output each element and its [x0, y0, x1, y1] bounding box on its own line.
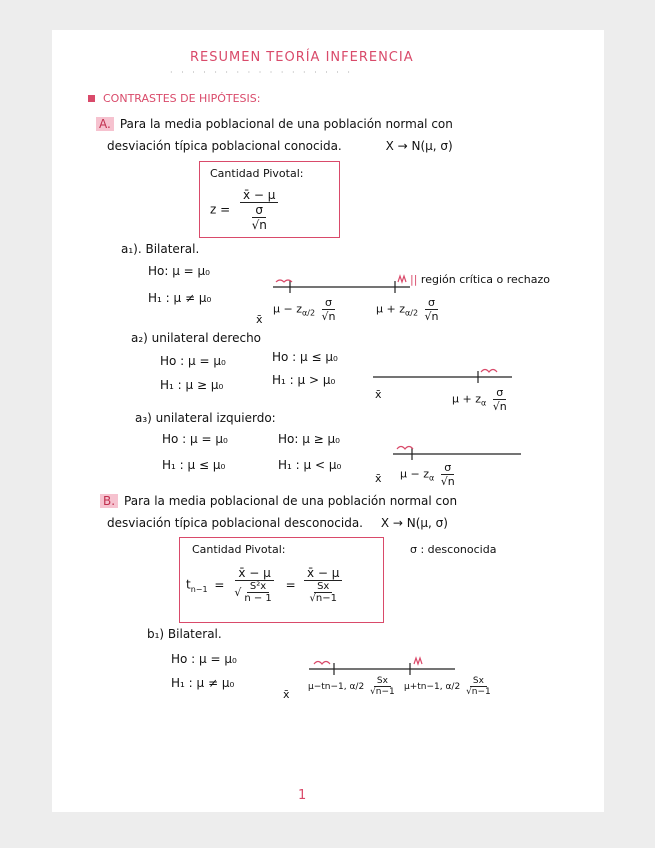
- a1-region-label: || región crítica o rechazo: [410, 273, 551, 286]
- a1-region-label-text: región crítica o rechazo: [420, 273, 551, 286]
- b1-h1: H₁ : μ ≠ μ₀: [171, 676, 235, 690]
- a1-left-bound: [273, 296, 339, 323]
- a1-left-sub: α/2: [301, 308, 316, 318]
- partB-fraction-1: x̄ − μ √ $\frac{\text{S²x}}{n - 1}$: [231, 566, 277, 604]
- section-heading-text: CONTRASTES DE HIPÓTESIS:: [103, 92, 261, 105]
- partB-fraction-2: [303, 566, 342, 604]
- b1-right-hatch: [414, 658, 422, 664]
- partA-line2-text: desviación típica poblacional conocida.: [107, 139, 342, 153]
- a1-left-frac-n: σ: [322, 296, 335, 310]
- a2-hatch: [481, 370, 497, 373]
- a1-left-frac-d: √n: [321, 310, 336, 323]
- a2-bound-sub: α: [480, 398, 487, 408]
- a1-xbar: x̄: [256, 313, 263, 326]
- partA-pivot-box: [199, 161, 340, 238]
- b1-left-hatch: [314, 662, 330, 665]
- b1-right-frac-n: Sx: [470, 676, 487, 687]
- partA-line1: [96, 117, 453, 131]
- partB-distribution: X → N(μ, σ): [380, 516, 448, 530]
- partA-tag: A.: [96, 117, 114, 131]
- a3-hatch: [397, 447, 413, 450]
- a1-right-bound-text: μ + z: [376, 302, 405, 316]
- a3-h0b: Ho: μ ≥ μ₀: [278, 432, 340, 446]
- partB-den1-d: n − 1: [244, 593, 272, 604]
- b1-left-bound: [308, 676, 398, 697]
- partA-box-formula: [210, 188, 278, 232]
- a2-h1a: H₁ : μ ≥ μ₀: [160, 378, 224, 392]
- partB-den2-n: Sx: [314, 581, 332, 593]
- partA-box-label: Cantidad Pivotal:: [210, 167, 304, 180]
- partB-line2-text: desviación típica poblacional desconocida.: [107, 516, 363, 530]
- partB-den1-n: S²x: [247, 581, 269, 593]
- partB-num1: x̄ − μ: [235, 566, 273, 581]
- a1-right-frac-n: σ: [425, 296, 438, 310]
- page-title: RESUMEN TEORÍA INFERENCIA: [190, 50, 414, 65]
- partA-box-fraction: [240, 188, 278, 232]
- a1-right-hatch: [398, 276, 406, 282]
- a2-frac-d: √n: [492, 400, 507, 413]
- a1-h1: H₁ : μ ≠ μ₀: [148, 291, 212, 305]
- partB-box-label: Cantidad Pivotal:: [192, 543, 286, 556]
- a1-label: a₁). Bilateral.: [121, 242, 200, 256]
- partA-box-lhs: z =: [210, 202, 231, 217]
- a2-label: a₂) unilateral derecho: [131, 331, 262, 345]
- title-underline-dots: · · · · · · · · · · · · · · · · ·: [170, 68, 353, 77]
- b1-right-bound-text: μ+tn−1, α/2: [404, 682, 461, 692]
- b1-left-bound-text: μ−tn−1, α/2: [308, 682, 365, 692]
- a2-h0b: Ho : μ ≤ μ₀: [272, 350, 338, 364]
- a3-h1b: H₁ : μ < μ₀: [278, 458, 342, 472]
- partA-box-den-denominator: √n: [251, 218, 267, 232]
- a1-right-frac-d: √n: [424, 310, 439, 323]
- section-heading: [88, 92, 260, 105]
- partB-t-symbol: t: [186, 577, 191, 592]
- b1-right-frac-d: √n−1: [466, 687, 491, 697]
- partB-box-formula: $t_{n-1}$ = x̄ − μ √ $\frac{\text{S²x}}{n - 1}$ = $\frac{x̄ - \mu}{\frac{Sx}{√n-1}}$: [186, 566, 343, 604]
- partA-box-numerator: x̄ − μ: [240, 188, 278, 203]
- partB-tag: B.: [100, 494, 118, 508]
- partB-den2-d: √n−1: [309, 593, 337, 604]
- a1-left-bound-text: μ − z: [273, 302, 302, 316]
- a2-h1b: H₁ : μ > μ₀: [272, 373, 336, 387]
- a3-h0a: Ho : μ = μ₀: [162, 432, 228, 446]
- b1-right-bound: [404, 676, 494, 697]
- page-number: 1: [298, 788, 307, 803]
- a3-bound-sub: α: [428, 473, 435, 483]
- partA-line1-text: Para la media poblacional de una población normal con: [119, 117, 453, 131]
- b1-h0: Ho : μ = μ₀: [171, 652, 237, 666]
- a3-h1a: H₁ : μ ≤ μ₀: [162, 458, 226, 472]
- a1-h0: Ho: μ = μ₀: [148, 264, 210, 278]
- a2-xbar: x̄: [375, 388, 382, 401]
- b1-left-frac-n: Sx: [374, 676, 391, 687]
- b1-label: b₁) Bilateral.: [147, 627, 222, 641]
- partB-note: σ : desconocida: [410, 543, 497, 556]
- a3-frac-d: √n: [440, 475, 455, 488]
- partA-box-denominator: [246, 203, 273, 232]
- a3-bound-text: μ − z: [400, 467, 429, 481]
- partA-line2: [107, 139, 453, 153]
- partB-line2: [107, 516, 448, 530]
- section-bullet-icon: [88, 95, 95, 102]
- partB-t-sub: n−1: [190, 584, 208, 594]
- a3-label: a₃) unilateral izquierdo:: [135, 411, 276, 425]
- a2-bound: [452, 386, 510, 413]
- a1-right-sub: α/2: [404, 308, 419, 318]
- a3-xbar: x̄: [375, 472, 382, 485]
- a2-bound-text: μ + z: [452, 392, 481, 406]
- b1-xbar: x̄: [283, 688, 290, 701]
- a2-frac-n: σ: [493, 386, 506, 400]
- a3-frac-n: σ: [441, 461, 454, 475]
- partB-num2: x̄ − μ: [304, 566, 342, 581]
- a1-right-bound: [376, 296, 442, 323]
- a3-bound: [400, 461, 458, 488]
- partB-pivot-box: [179, 537, 384, 623]
- partB-line1-text: Para la media poblacional de una población normal con: [124, 494, 458, 508]
- partA-distribution: X → N(μ, σ): [385, 139, 453, 153]
- partA-box-den-numerator: σ: [252, 203, 266, 218]
- b1-left-frac-d: √n−1: [370, 687, 395, 697]
- partB-line1: [100, 494, 457, 508]
- a2-h0a: Ho : μ = μ₀: [160, 354, 226, 368]
